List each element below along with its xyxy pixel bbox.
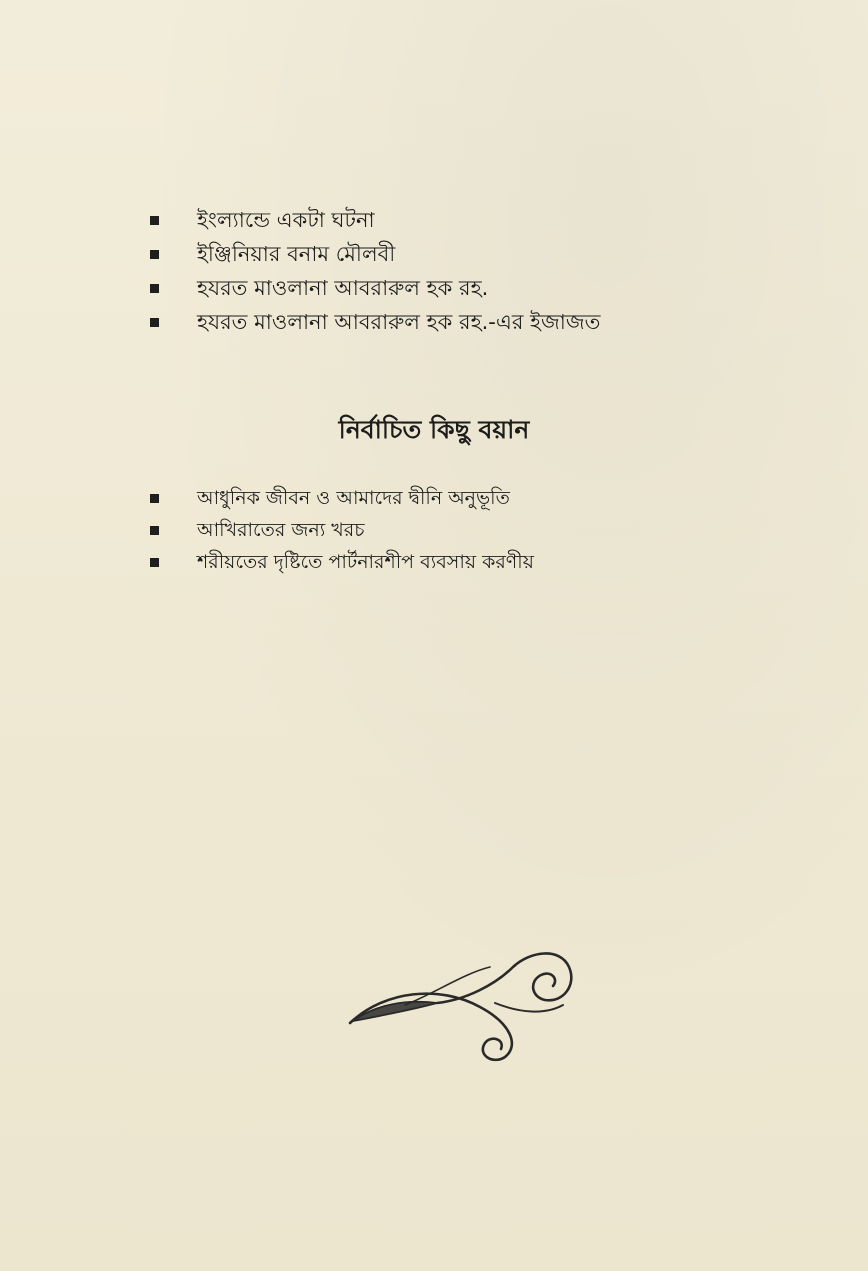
square-bullet-icon <box>150 558 159 567</box>
list-item-text: আখিরাতের জন্য খরচ <box>197 519 365 541</box>
square-bullet-icon <box>150 494 159 503</box>
list-item-text: ইংল্যান্ডে একটা ঘটনা <box>197 208 375 232</box>
list-item-text: ইঞ্জিনিয়ার বনাম মৌলবী <box>197 242 396 266</box>
square-bullet-icon <box>150 526 159 535</box>
list-item-text: হযরত মাওলানা আবরারুল হক রহ.-এর ইজাজত <box>197 310 601 334</box>
square-bullet-icon <box>150 318 159 327</box>
square-bullet-icon <box>150 216 159 225</box>
list-item-text: হযরত মাওলানা আবরারুল হক রহ. <box>197 276 489 300</box>
section-heading: নির্বাচিত কিছু বয়ান <box>338 415 530 444</box>
square-bullet-icon <box>150 284 159 293</box>
square-bullet-icon <box>150 250 159 259</box>
flourish-ornament-icon <box>345 945 580 1065</box>
list-item-text: শরীয়তের দৃষ্টিতে পার্টনারশীপ ব্যবসায় করণীয় <box>197 551 534 573</box>
list-item-text: আধুনিক জীবন ও আমাদের দ্বীনি অনুভূতি <box>197 487 510 509</box>
